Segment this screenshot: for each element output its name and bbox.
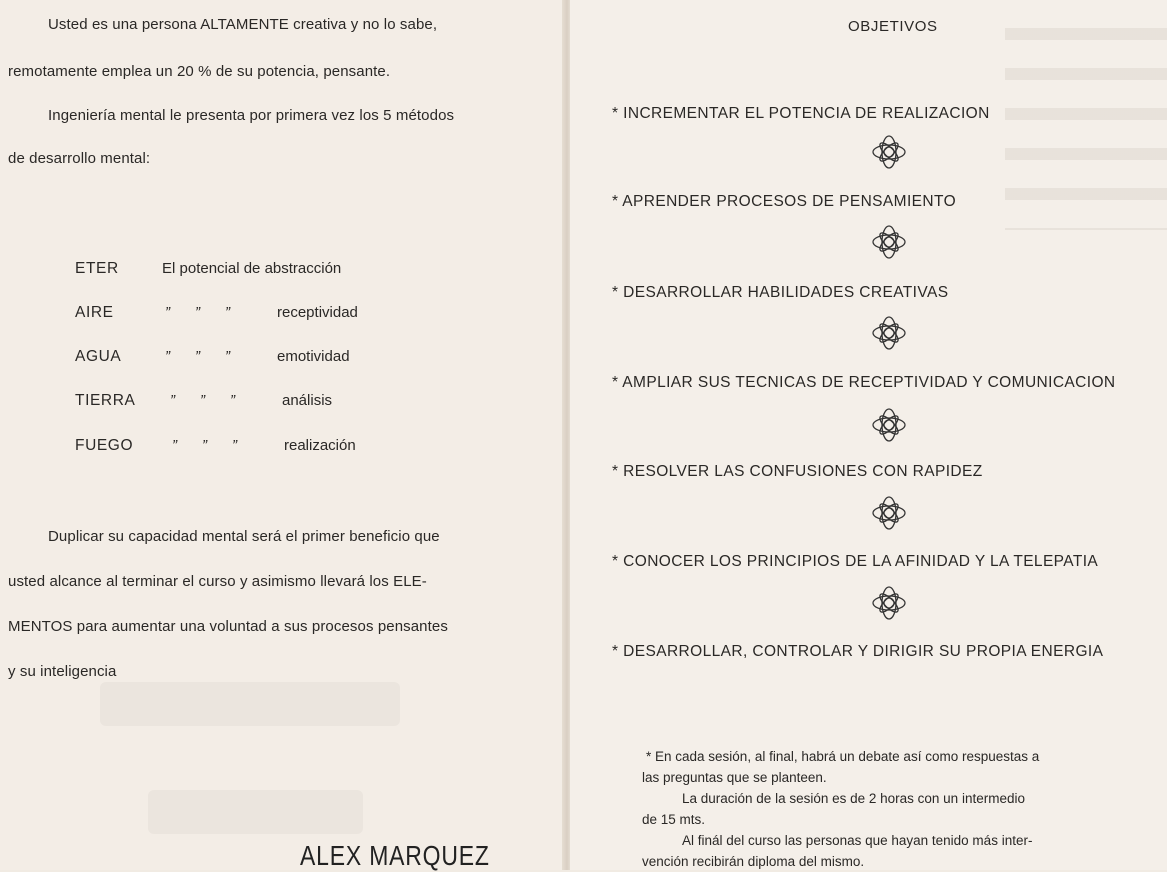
objective-item: * INCREMENTAR EL POTENCIA DE REALIZACION [612, 105, 990, 122]
objective-item: * DESARROLLAR, CONTROLAR Y DIRIGIR SU PROPIA ENERGIA [612, 643, 1104, 660]
note-line-1: * En cada sesión, al final, habrá un debate así como respuestas a [646, 749, 1040, 764]
closing-line-1: Duplicar su capacidad mental será el primer beneficio que [48, 528, 440, 545]
note-line-5: Al finál del curso las personas que hayan tenido más inter- [682, 833, 1033, 848]
cover-show-through [148, 790, 363, 834]
objective-item: * RESOLVER LAS CONFUSIONES CON RAPIDEZ [612, 463, 983, 480]
element-name: AGUA [75, 348, 122, 365]
element-desc: realización [284, 437, 356, 454]
intro-line-2: remotamente emplea un 20 % de su potencia, pensante. [8, 63, 391, 80]
closing-line-2: usted alcance al terminar el curso y asimismo llevará los ELE- [8, 573, 427, 590]
objective-item: * CONOCER LOS PRINCIPIOS DE LA AFINIDAD Y LA TELEPATIA [612, 553, 1099, 570]
element-name: AIRE [75, 304, 114, 321]
knot-emblem-icon [867, 403, 911, 447]
knot-emblem-icon [867, 311, 911, 355]
objectives-title: OBJETIVOS [848, 18, 938, 35]
objective-item: * AMPLIAR SUS TECNICAS DE RECEPTIVIDAD Y COMUNICACION [612, 374, 1116, 391]
intro-line-3: Ingeniería mental le presenta por primera vez los 5 métodos [48, 107, 455, 124]
right-page [570, 0, 1167, 870]
cover-show-through [100, 682, 400, 726]
objective-item: * APRENDER PROCESOS DE PENSAMIENTO [612, 193, 957, 210]
closing-line-4: y su inteligencia [8, 663, 117, 680]
ditto-marks: ” ” ” [172, 437, 237, 454]
note-line-4: de 15 mts. [642, 812, 706, 827]
left-page [0, 0, 565, 870]
element-desc: análisis [282, 392, 333, 409]
note-line-6: vención recibirán diploma del mismo. [642, 854, 865, 869]
knot-emblem-icon [867, 491, 911, 535]
knot-emblem-icon [867, 220, 911, 264]
ditto-marks: ” ” ” [165, 304, 230, 321]
element-desc: receptividad [277, 304, 358, 321]
knot-emblem-icon [867, 581, 911, 625]
element-name: TIERRA [75, 392, 136, 409]
ditto-marks: ” ” ” [170, 392, 235, 409]
element-name: ETER [75, 260, 119, 277]
intro-line-4: de desarrollo mental: [8, 150, 151, 167]
author-name: ALEX MARQUEZ [300, 840, 490, 871]
objective-item: * DESARROLLAR HABILIDADES CREATIVAS [612, 284, 949, 301]
note-line-3: La duración de la sesión es de 2 horas con un intermedio [682, 791, 1025, 806]
bleed-through [1005, 0, 1167, 230]
ditto-marks: ” ” ” [165, 348, 230, 365]
intro-line-1: Usted es una persona ALTAMENTE creativa y no lo sabe, [48, 16, 438, 33]
note-line-2: las preguntas que se planteen. [642, 770, 827, 785]
element-desc: El potencial de abstracción [162, 260, 342, 277]
element-name: FUEGO [75, 437, 134, 454]
closing-line-3: MENTOS para aumentar una voluntad a sus procesos pensantes [8, 618, 448, 635]
element-desc: emotividad [277, 348, 350, 365]
knot-emblem-icon [867, 130, 911, 174]
